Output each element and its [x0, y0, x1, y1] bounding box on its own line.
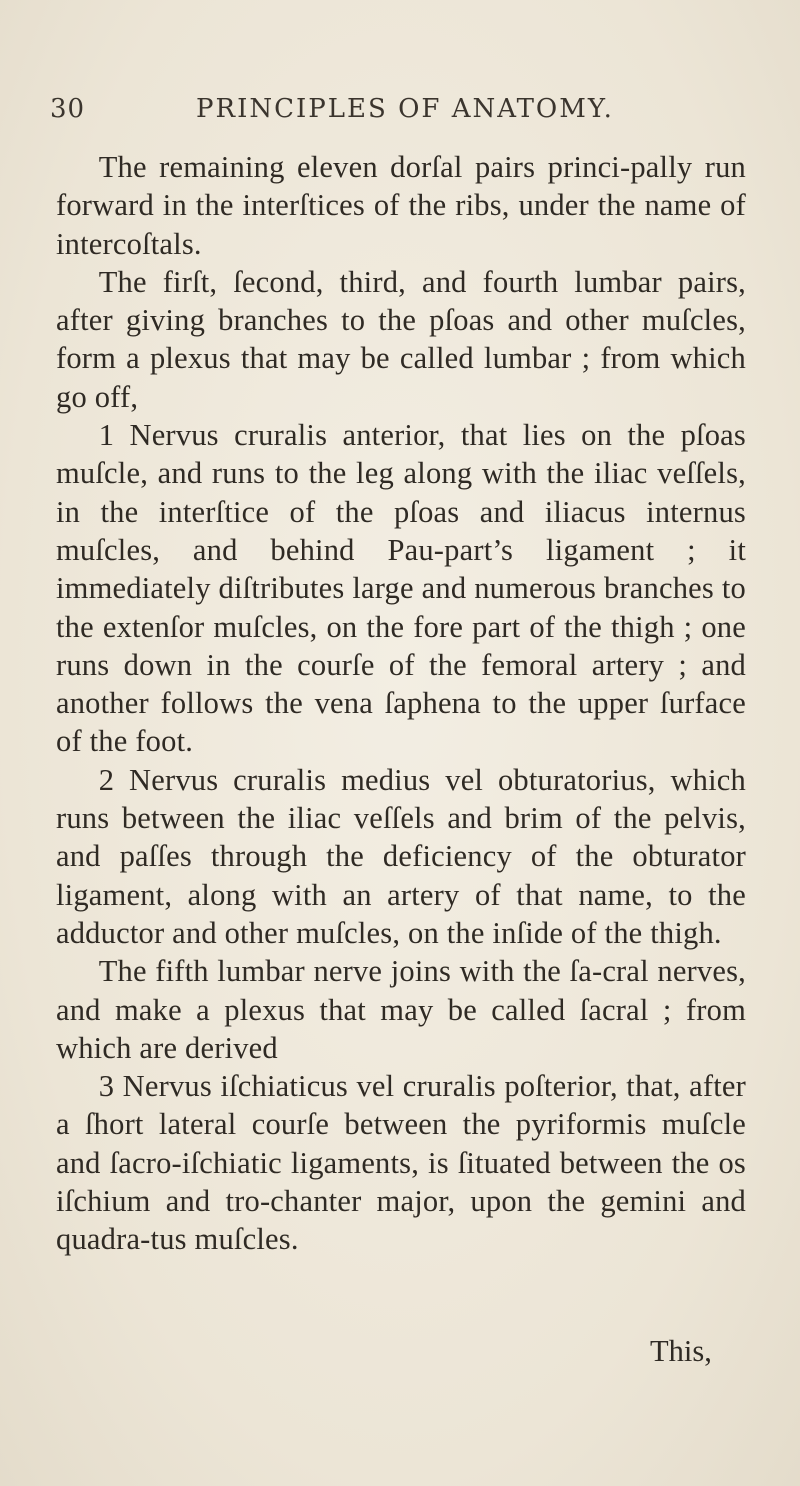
- paragraph-nervus-cruralis-medius: 2 Nervus cruralis medius vel obturatorius, which runs between the iliac veſſels and brim of the pelvis, and paſſes through the deficiency of the obturator ligament, along with an artery of that name, to the adductor and other muſcles, on the inſide of the thigh.: [56, 762, 746, 950]
- page-header: [50, 94, 750, 134]
- catch-word: This,: [650, 1334, 712, 1368]
- running-head: PRINCIPLES OF ANATOMY.: [196, 94, 614, 124]
- page-number: 30: [50, 94, 86, 124]
- paragraph-dorsal-pairs: The remaining eleven dorſal pairs princi-pally run forward in the interſtices of the ribs, under the name of intercoſtals.: [56, 150, 746, 261]
- body-text: [56, 148, 746, 1259]
- paragraph-lumbar-pairs: The firſt, ſecond, third, and fourth lumbar pairs, after giving branches to the pſoas and other muſcles, form a plexus that may be called lumbar ; from which go off,: [56, 264, 746, 414]
- paragraph-nervus-ischiaticus: 3 Nervus iſchiaticus vel cruralis poſterior, that, after a ſhort lateral courſe between the pyriformis muſcle and ſacro-iſchiatic ligaments, is ſituated between the os iſchium and tro-chanter major, upon the gemini and quadra-tus muſcles.: [56, 1069, 746, 1257]
- paragraph-fifth-lumbar-nerve: The fifth lumbar nerve joins with the ſa-cral nerves, and make a plexus that may be called ſacral ; from which are derived: [56, 954, 746, 1065]
- paragraph-nervus-cruralis-anterior: 1 Nervus cruralis anterior, that lies on the pſoas muſcle, and runs to the leg along with the iliac veſſels, in the interſtice of the pſoas and iliacus internus muſcles, and behind Pau-part’s ligament ; it immediately diſtributes large and numerous branches to the extenſor muſcles, on the fore part of the thigh ; one runs down in the courſe of the femoral artery ; and another follows the vena ſaphena to the upper ſurface of the foot.: [56, 418, 746, 759]
